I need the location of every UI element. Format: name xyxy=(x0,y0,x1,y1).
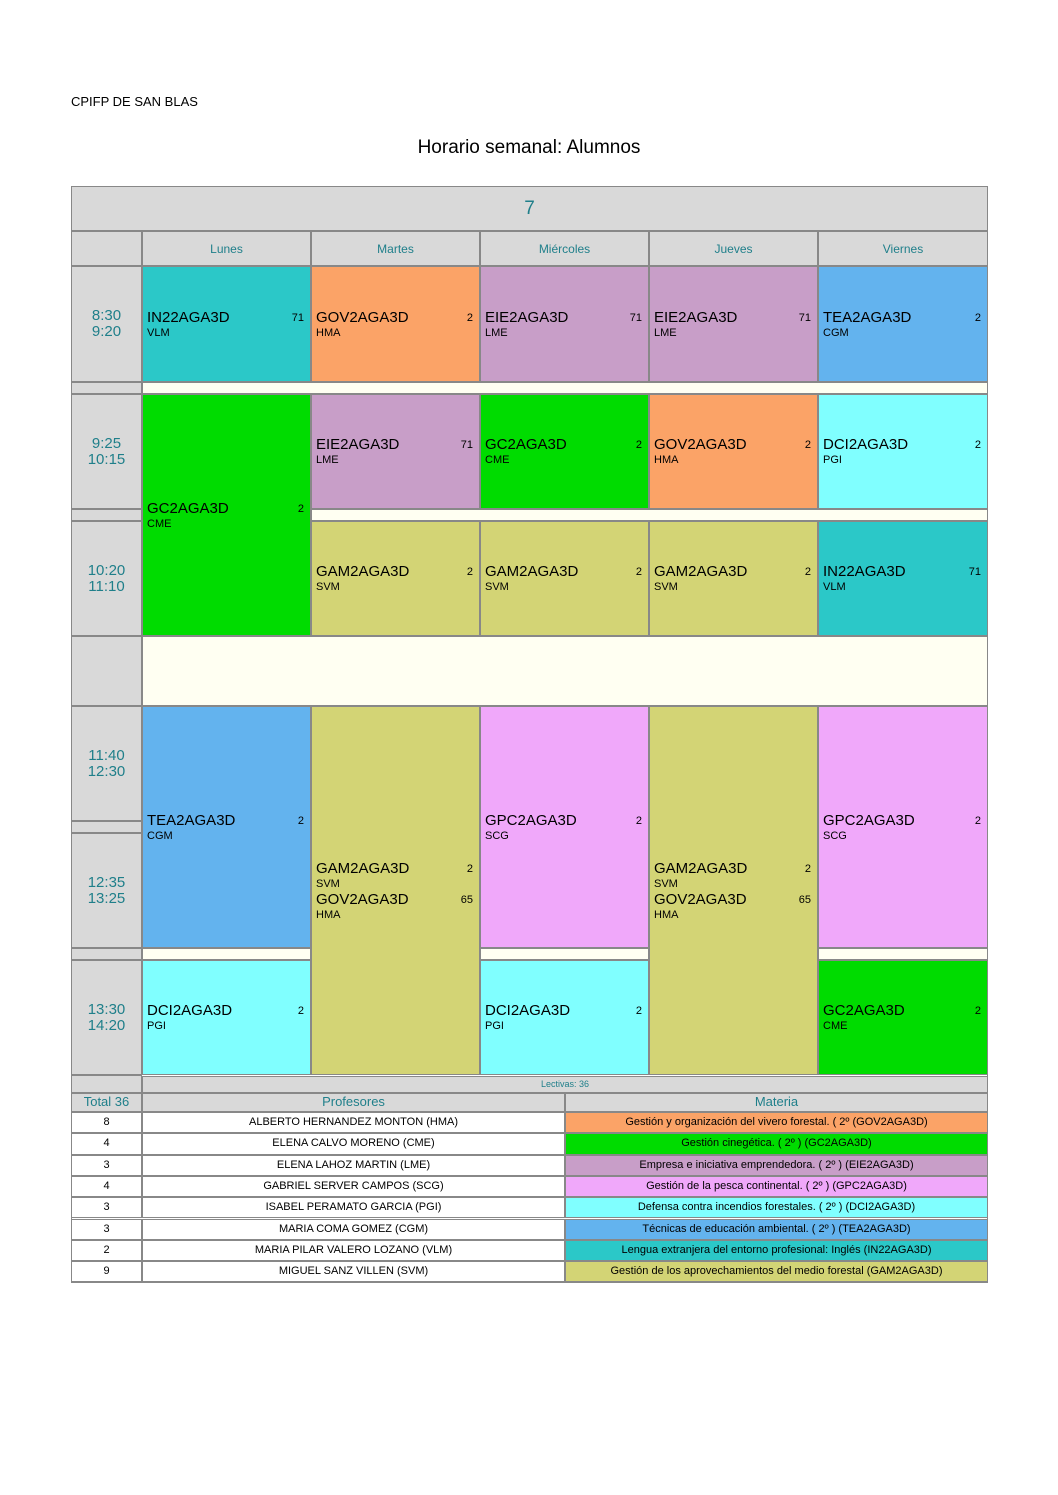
time-end: 11:10 xyxy=(88,577,125,595)
teacher-initials: PGI xyxy=(147,1020,166,1032)
subject-code: GOV2AGA3D xyxy=(316,308,409,326)
teacher-initials: VLM xyxy=(823,581,846,593)
time-start: 13:30 xyxy=(87,1000,126,1018)
room-number: 2 xyxy=(635,814,642,827)
teacher-hours: 3 xyxy=(71,1155,142,1176)
teacher-hours: 2 xyxy=(71,1240,142,1261)
class-cell[interactable] xyxy=(142,706,311,948)
subject-code: DCI2AGA3D xyxy=(147,1002,233,1019)
room-number: 2 xyxy=(635,566,642,578)
room-number: 65 xyxy=(798,893,811,906)
time-end: 9:20 xyxy=(91,323,122,340)
time-slot xyxy=(71,394,142,509)
teacher-initials: LME xyxy=(485,326,508,339)
class-cell[interactable] xyxy=(142,266,311,382)
class-cell[interactable] xyxy=(480,706,649,948)
class-cell[interactable] xyxy=(311,266,480,382)
time-gap xyxy=(71,821,142,833)
time-start: 10:20 xyxy=(87,561,126,579)
room-number: 2 xyxy=(974,439,981,451)
day-header: Miércoles xyxy=(480,231,649,266)
teacher-initials: HMA xyxy=(654,908,679,921)
room-number: 71 xyxy=(968,566,981,578)
teacher-hours: 3 xyxy=(71,1197,142,1218)
class-entry xyxy=(485,1002,644,1033)
teacher-initials: HMA xyxy=(654,454,679,466)
teacher-initials: SCG xyxy=(823,829,847,842)
teacher-initials: CME xyxy=(823,1020,848,1032)
time-start: 8:30 xyxy=(91,307,122,324)
class-entry xyxy=(485,812,644,843)
class-entry xyxy=(147,1002,306,1033)
room-number: 2 xyxy=(974,1005,981,1017)
corner-cell xyxy=(71,231,142,266)
total-hours-header: Total 36 xyxy=(71,1093,142,1112)
time-start: 11:40 xyxy=(88,746,125,764)
teacher-name: MARIA PILAR VALERO LOZANO (VLM) xyxy=(142,1240,565,1261)
school-name: CPIFP DE SAN BLAS xyxy=(71,94,198,109)
class-entry xyxy=(654,563,813,594)
teacher-initials: CME xyxy=(147,517,172,530)
teacher-name: MIGUEL SANZ VILLEN (SVM) xyxy=(142,1261,565,1282)
teacher-initials: PGI xyxy=(823,454,842,466)
room-number: 2 xyxy=(635,1005,642,1017)
teacher-name: GABRIEL SERVER CAMPOS (SCG) xyxy=(142,1176,565,1197)
class-entry xyxy=(316,563,475,594)
time-slot xyxy=(71,833,142,948)
room-number: 71 xyxy=(629,311,642,324)
subject-name: Gestión cinegética. ( 2º ) (GC2AGA3D) xyxy=(565,1133,988,1154)
room-number: 2 xyxy=(804,566,811,578)
subject-name: Empresa e iniciativa emprendedora. ( 2º ) (EIE2AGA3D) xyxy=(565,1155,988,1176)
subject-code: EIE2AGA3D xyxy=(654,308,738,326)
subject-name: Defensa contra incendios forestales. ( 2º ) (DCI2AGA3D) xyxy=(565,1197,988,1218)
room-number: 2 xyxy=(635,439,642,451)
teacher-name: ALBERTO HERNANDEZ MONTON (HMA) xyxy=(142,1112,565,1133)
room-number: 2 xyxy=(466,862,473,875)
day-header: Lunes xyxy=(142,231,311,266)
class-cell[interactable] xyxy=(818,706,988,948)
time-gap xyxy=(71,509,142,521)
teacher-name: ELENA CALVO MORENO (CME) xyxy=(142,1133,565,1154)
subject-code: GPC2AGA3D xyxy=(823,811,915,829)
break-gap xyxy=(311,509,988,521)
class-entry xyxy=(654,860,813,891)
time-gap xyxy=(71,948,142,960)
teacher-hours: 4 xyxy=(71,1133,142,1154)
subject-name: Lengua extranjera del entorno profesional: Inglés (IN22AGA3D) xyxy=(565,1240,988,1261)
class-entry xyxy=(823,309,983,340)
teacher-name: ELENA LAHOZ MARTIN (LME) xyxy=(142,1155,565,1176)
teachers-header: Profesores xyxy=(142,1093,565,1112)
time-end: 14:20 xyxy=(87,1016,126,1034)
teacher-initials: VLM xyxy=(147,326,170,339)
room-number: 2 xyxy=(804,862,811,875)
break-gap xyxy=(818,948,988,960)
class-cell[interactable] xyxy=(649,521,818,636)
teacher-initials: LME xyxy=(316,454,339,466)
room-number: 2 xyxy=(297,502,304,515)
class-entry xyxy=(654,891,813,922)
subject-code: EIE2AGA3D xyxy=(316,436,400,453)
teacher-initials: CGM xyxy=(823,326,849,339)
class-cell[interactable] xyxy=(480,521,649,636)
teacher-initials: CGM xyxy=(147,829,173,842)
class-entry xyxy=(485,563,644,594)
class-cell[interactable] xyxy=(818,960,988,1075)
subject-code: GC2AGA3D xyxy=(147,499,229,517)
room-number: 65 xyxy=(460,893,473,906)
teacher-initials: SCG xyxy=(485,829,509,842)
subject-code: GC2AGA3D xyxy=(823,1002,905,1019)
room-number: 2 xyxy=(466,566,473,578)
subject-name: Técnicas de educación ambiental. ( 2º ) (TEA2AGA3D) xyxy=(565,1219,988,1240)
subject-code: GAM2AGA3D xyxy=(316,859,410,877)
teacher-initials: SVM xyxy=(316,877,340,890)
room-number: 2 xyxy=(974,814,981,827)
subject-name: Gestión de los aprovechamientos del medio forestal (GAM2AGA3D) xyxy=(565,1261,988,1282)
page-title: Horario semanal: Alumnos xyxy=(417,137,641,158)
class-cell[interactable] xyxy=(480,960,649,1075)
subject-code: GOV2AGA3D xyxy=(654,436,747,453)
teacher-name: MARIA COMA GOMEZ (CGM) xyxy=(142,1219,565,1240)
teacher-hours: 8 xyxy=(71,1112,142,1133)
subject-code: GAM2AGA3D xyxy=(485,563,579,580)
class-entry xyxy=(316,860,475,891)
day-header: Viernes xyxy=(818,231,988,266)
day-header: Martes xyxy=(311,231,480,266)
room-number: 2 xyxy=(297,1005,304,1017)
class-entry xyxy=(485,436,644,467)
time-end: 13:25 xyxy=(87,889,126,907)
subject-code: GOV2AGA3D xyxy=(654,890,747,908)
class-cell[interactable] xyxy=(818,521,988,636)
room-number: 71 xyxy=(291,311,304,324)
subject-code: EIE2AGA3D xyxy=(485,308,569,326)
room-number: 2 xyxy=(297,814,304,827)
subject-code: IN22AGA3D xyxy=(823,563,906,580)
class-entry xyxy=(147,500,306,531)
class-entry xyxy=(147,309,306,340)
subject-code: DCI2AGA3D xyxy=(823,436,909,453)
teacher-initials: SVM xyxy=(485,581,509,593)
time-gap xyxy=(71,1075,142,1093)
teacher-initials: HMA xyxy=(316,908,341,921)
subject-code: GPC2AGA3D xyxy=(485,811,577,829)
class-entry xyxy=(316,891,475,922)
teacher-initials: LME xyxy=(654,326,677,339)
class-cell[interactable] xyxy=(480,394,649,509)
teacher-initials: SVM xyxy=(654,877,678,890)
class-entry xyxy=(823,563,983,594)
class-cell[interactable] xyxy=(649,706,818,1075)
time-gap xyxy=(71,382,142,394)
class-cell[interactable] xyxy=(649,266,818,382)
class-cell[interactable] xyxy=(311,394,480,509)
day-header: Jueves xyxy=(649,231,818,266)
subject-code: TEA2AGA3D xyxy=(147,811,236,829)
class-cell[interactable] xyxy=(818,266,988,382)
teacher-hours: 4 xyxy=(71,1176,142,1197)
time-end: 10:15 xyxy=(87,450,126,468)
time-start: 9:25 xyxy=(91,434,122,452)
subject-code: GOV2AGA3D xyxy=(316,890,409,908)
teacher-hours: 3 xyxy=(71,1219,142,1240)
class-entry xyxy=(316,436,475,467)
time-slot xyxy=(71,960,142,1075)
time-slot xyxy=(71,521,142,636)
break-gap xyxy=(142,948,311,960)
teacher-initials: SVM xyxy=(654,581,678,593)
subject-code: GAM2AGA3D xyxy=(654,563,748,580)
break-gap xyxy=(142,382,988,394)
room-number: 71 xyxy=(460,439,473,451)
class-cell[interactable] xyxy=(480,266,649,382)
room-number: 2 xyxy=(466,311,473,324)
class-entry xyxy=(823,812,983,843)
class-cell[interactable] xyxy=(311,521,480,636)
subject-code: IN22AGA3D xyxy=(147,308,230,326)
class-cell[interactable] xyxy=(142,394,311,636)
class-entry xyxy=(316,309,475,340)
room-number: 2 xyxy=(804,439,811,451)
teacher-initials: PGI xyxy=(485,1020,504,1032)
class-entry xyxy=(654,436,813,467)
time-slot xyxy=(71,706,142,821)
recess-band xyxy=(142,636,988,706)
class-entry xyxy=(485,309,644,340)
class-entry xyxy=(823,1002,983,1033)
subject-name: Gestión y organización del vivero forestal. ( 2º (GOV2AGA3D) xyxy=(565,1112,988,1133)
time-start: 12:35 xyxy=(87,873,126,891)
class-cell[interactable] xyxy=(311,706,480,1075)
time-slot xyxy=(71,266,142,382)
recess-time-cell xyxy=(71,636,142,706)
class-entry xyxy=(823,436,983,467)
class-cell[interactable] xyxy=(649,394,818,509)
subject-header: Materia xyxy=(565,1093,988,1112)
room-number: 71 xyxy=(798,311,811,324)
teacher-initials: SVM xyxy=(316,581,340,593)
subject-name: Gestión de la pesca continental. ( 2º ) (GPC2AGA3D) xyxy=(565,1176,988,1197)
subject-code: GC2AGA3D xyxy=(485,436,567,453)
time-end: 12:30 xyxy=(87,762,126,780)
subject-code: GAM2AGA3D xyxy=(316,563,410,580)
break-gap xyxy=(480,948,649,960)
class-entry xyxy=(654,309,813,340)
group-header: 7 xyxy=(71,186,988,231)
class-cell[interactable] xyxy=(142,960,311,1075)
teacher-initials: HMA xyxy=(316,326,341,339)
subject-code: GAM2AGA3D xyxy=(654,859,748,877)
lectivas-label: Lectivas: 36 xyxy=(142,1076,988,1093)
teacher-initials: CME xyxy=(485,454,510,466)
subject-code: TEA2AGA3D xyxy=(823,308,912,326)
subject-code: DCI2AGA3D xyxy=(485,1002,571,1019)
teacher-hours: 9 xyxy=(71,1261,142,1282)
class-cell[interactable] xyxy=(818,394,988,509)
room-number: 2 xyxy=(974,311,981,324)
class-entry xyxy=(147,812,306,843)
teacher-name: ISABEL PERAMATO GARCIA (PGI) xyxy=(142,1197,565,1218)
